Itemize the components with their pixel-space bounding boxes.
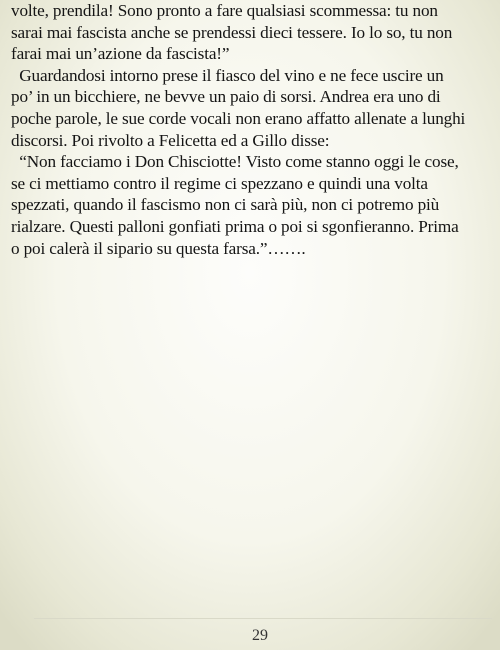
footer-divider [34, 618, 492, 619]
text-line: farai mai un’azione da fascista!” [11, 44, 230, 64]
text-line: volte, prendila! Sono pronto a fare qualsiasi scommessa: tu non [11, 1, 438, 20]
text-line: Guardandosi intorno prese il fiasco del vino e ne fece uscire un [11, 65, 444, 85]
text-line: discorsi. Poi rivolto a Felicetta ed a Gillo disse: [11, 130, 330, 150]
body-text [11, 0, 493, 259]
text-line: poche parole, le sue corde vocali non erano affatto allenate a lunghi [11, 108, 466, 128]
text-line: rialzare. Questi palloni gonfiati prima o poi si sgonfieranno. Prima [11, 216, 459, 236]
text-line: o poi calerà il sipario su questa farsa.”……. [11, 238, 306, 258]
text-line: spezzati, quando il fascismo non ci sarà più, non ci potremo più [11, 195, 440, 215]
text-line: “Non facciamo i Don Chisciotte! Visto come stanno oggi le cose, [11, 152, 459, 172]
text-line: sarai mai fascista anche se prendessi dieci tessere. Io lo so, tu non [11, 22, 453, 42]
text-line: se ci mettiamo contro il regime ci spezzano e quindi una volta [11, 173, 428, 193]
page-number: 29 [252, 627, 268, 644]
text-line: po’ in un bicchiere, ne bevve un paio di sorsi. Andrea era uno di [11, 87, 441, 107]
